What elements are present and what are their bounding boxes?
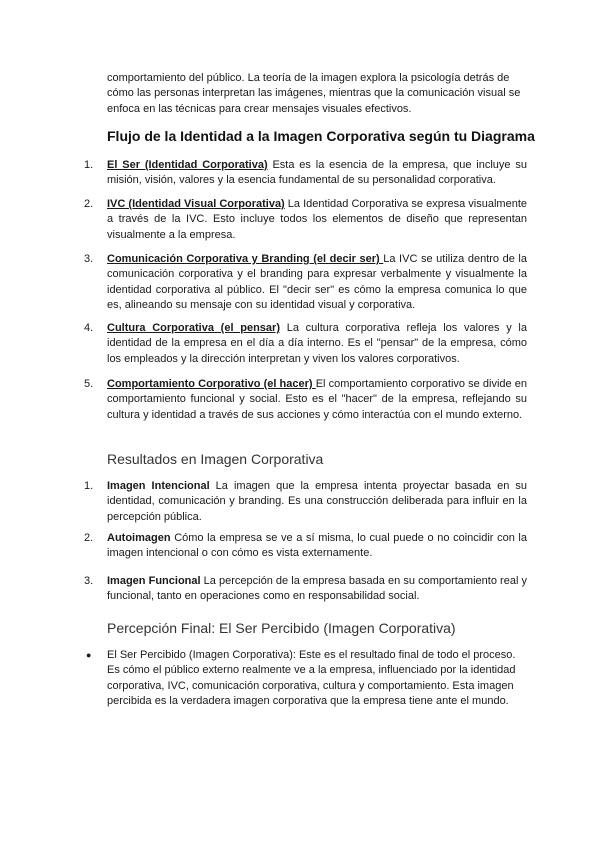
list-item — [84, 252, 527, 314]
item-label: IVC (Identidad Visual Corporativa) — [107, 198, 285, 210]
section-heading-resultados: Resultados en Imagen Corporativa — [107, 451, 324, 467]
bullet-icon: ● — [86, 650, 92, 660]
list-number: 3. — [84, 575, 94, 587]
intro-paragraph: comportamiento del público. La teoría de la imagen explora la psicología detrás de cómo las personas interpretan las imágenes, mientras que la comunicación visual se enfoca en las técnicas para crear mensajes visuales efectivos. — [107, 72, 521, 115]
bullet-item — [86, 648, 527, 710]
list-number: 5. — [84, 378, 94, 390]
item-text: Cómo la empresa se ve a sí misma, lo cual puede o no coincidir con la imagen intencional o con cómo es vista externamente. — [107, 532, 527, 560]
list-number: 2. — [84, 198, 94, 210]
item-label: El Ser (Identidad Corporativa) — [107, 159, 268, 171]
bullet-text: El Ser Percibido (Imagen Corporativa): Este es el resultado final de todo el proceso. Es cómo el público externo realmente ve a la empresa, influenciado por la identidad corporativa, IVC, comunicación corporativa, cultura y comportamiento. Esta imagen percibida es la verdadera imagen corporativa que la empresa tiene ante el mundo. — [107, 649, 516, 708]
item-text: La imagen que la empresa intenta proyectar basada en su identidad, comunicación y branding. Es una construcción deliberada para influir en la percepción pública. — [107, 480, 527, 523]
item-label: Comunicación Corporativa y Branding (el decir ser) — [107, 253, 384, 265]
list-item — [84, 377, 527, 423]
item-text: La IVC se utiliza dentro de la comunicación corporativa y el branding para expresar verbalmente y visualmente la identidad corporativa al público. El "decir ser" es cómo la empresa comunica lo que es, alineando su mensaje con su identidad visual y corporativa. — [107, 253, 527, 312]
list-number: 2. — [84, 532, 94, 544]
list-item — [84, 531, 527, 562]
list-item — [84, 479, 527, 525]
item-text: El comportamiento corporativo se divide en comportamiento funcional y social. Esto es el "hacer" de la empresa, reflejando su cultura y identidad a través de sus acciones y cómo interactúa con el mundo externo. — [107, 378, 527, 421]
item-text: La percepción de la empresa basada en su comportamiento real y funcional, tanto en operaciones como en responsabilidad social. — [107, 575, 527, 603]
list-item — [84, 158, 527, 189]
item-text: La cultura corporativa refleja los valores y la identidad de la empresa en el día a día interno. Es el "pensar" de la empresa, cómo los empleados y la dirección interpretan y viven los valores corporativos. — [107, 322, 527, 365]
item-label: Imagen Funcional — [107, 575, 201, 587]
list-item — [84, 197, 527, 243]
item-label: Cultura Corporativa (el pensar) — [107, 322, 280, 334]
item-label: Comportamiento Corporativo (el hacer) — [107, 378, 316, 390]
item-text: Esta es la esencia de la empresa, que incluye su misión, visión, valores y la esencia fundamental de su personalidad corporativa. — [107, 159, 527, 187]
item-label: Imagen Intencional — [107, 480, 210, 492]
section-heading-percepcion: Percepción Final: El Ser Percibido (Imagen Corporativa) — [107, 620, 456, 636]
list-number: 1. — [84, 159, 94, 171]
list-number: 1. — [84, 480, 94, 492]
list-item — [84, 574, 527, 605]
list-number: 4. — [84, 322, 94, 334]
list-item — [84, 321, 527, 367]
section-heading-flujo: Flujo de la Identidad a la Imagen Corporativa según tu Diagrama — [107, 128, 535, 144]
item-label: Autoimagen — [107, 532, 171, 544]
item-text: La Identidad Corporativa se expresa visualmente a través de la IVC. Esto incluye todos los elementos de diseño que representan visualmente a la empresa. — [107, 198, 527, 241]
list-number: 3. — [84, 253, 94, 265]
